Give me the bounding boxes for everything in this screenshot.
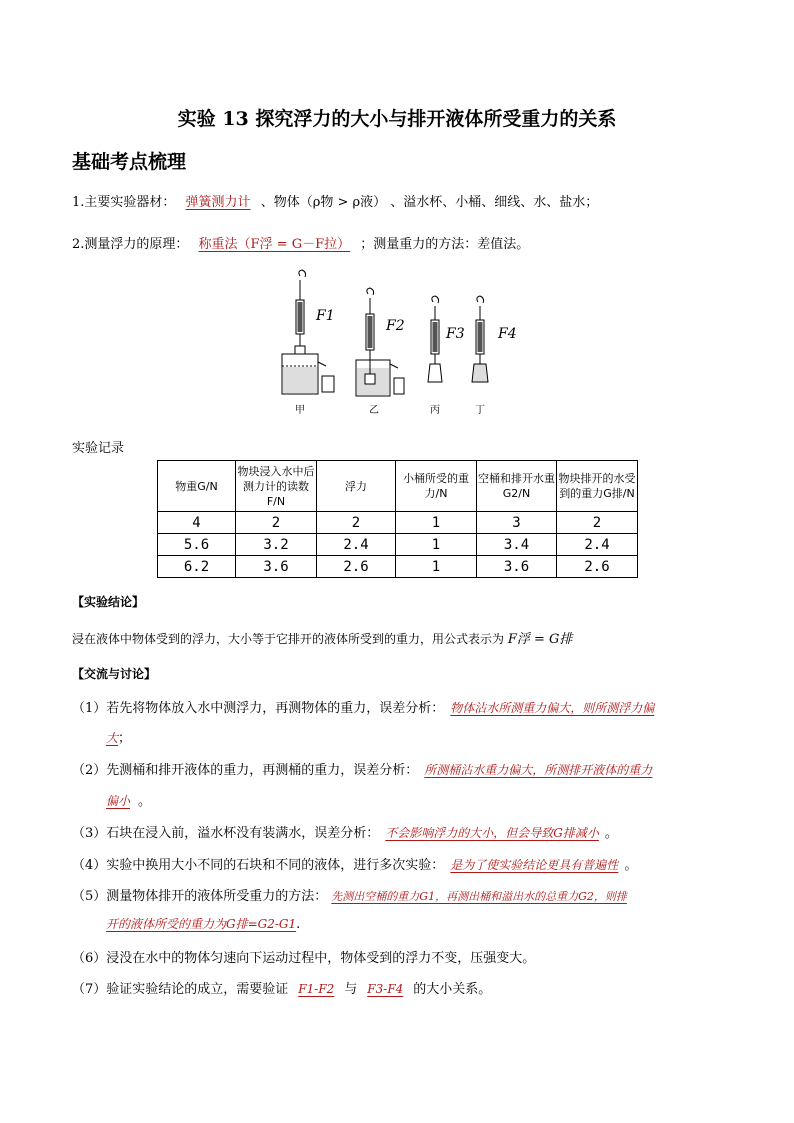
force-label-f2: F2 xyxy=(386,318,405,334)
table-row xyxy=(158,512,638,534)
item-tail: 的大小关系。 xyxy=(413,982,492,997)
item-tail: 。 xyxy=(138,794,152,809)
discussion-item-3 xyxy=(72,822,618,841)
table-cell: 2.4 xyxy=(317,534,396,556)
force-label-f1: F1 xyxy=(316,308,335,324)
setup-yi xyxy=(356,288,404,396)
principle-line xyxy=(72,233,529,252)
table-header: 物块排开的水受到的重力G排/N xyxy=(557,461,638,512)
discussion-item-2-cont xyxy=(106,790,151,809)
discussion-item-4 xyxy=(72,854,637,873)
principle-suffix: ；测量重力的方法：差值法。 xyxy=(360,237,530,252)
item-answer: 不会影响浮力的大小，但会导致G排减小 xyxy=(385,826,599,840)
item-text: 实验中换用大小不同的石块和不同的液体，进行多次实验： xyxy=(106,858,445,873)
item-tail: 。 xyxy=(604,826,618,841)
item-mid: 与 xyxy=(344,982,358,997)
table-row xyxy=(158,534,638,556)
item-number: （6） xyxy=(72,951,107,966)
item-answer-cont: 偏小 xyxy=(106,794,131,808)
item-answer: 物体沾水所测重力偏大，则所测浮力偏 xyxy=(450,701,655,715)
conclusion-heading: 【实验结论】 xyxy=(72,595,145,609)
item-tail: . xyxy=(296,917,301,932)
discussion-item-2 xyxy=(72,759,652,778)
item-number: （4） xyxy=(72,858,107,873)
setup-jia xyxy=(282,270,334,394)
table-cell: 3.2 xyxy=(236,534,317,556)
table-cell: 2.6 xyxy=(557,556,638,578)
table-cell: 2 xyxy=(557,512,638,534)
table-header: 物重G/N xyxy=(158,461,236,512)
conclusion-line xyxy=(72,628,572,647)
item-answer: 先测出空桶的重力G1，再测出桶和溢出水的总重力G2，则排 xyxy=(331,890,627,903)
item-text: 先测桶和排开液体的重力，再测桶的重力，误差分析： xyxy=(106,763,419,778)
item-number: （7） xyxy=(72,982,107,997)
item-number: （1） xyxy=(72,701,107,716)
experiment-figure xyxy=(270,268,530,418)
table-header: 物块浸入水中后测力计的读数F/N xyxy=(236,461,317,512)
discussion-item-6 xyxy=(72,947,535,966)
caption-bing: 丙 xyxy=(430,405,440,416)
table-header: 浮力 xyxy=(317,461,396,512)
principle-answer: 称重法（F浮 = G－F拉） xyxy=(198,237,351,252)
table-cell: 1 xyxy=(396,556,477,578)
table-cell: 2 xyxy=(317,512,396,534)
table-header-row xyxy=(158,461,638,512)
item-tail: ； xyxy=(118,731,132,746)
table-cell: 2.4 xyxy=(557,534,638,556)
record-table xyxy=(157,460,638,578)
discussion-heading: 【交流与讨论】 xyxy=(72,667,157,681)
conclusion-text: 浸在液体中物体受到的浮力，大小等于它排开的液体所受到的重力，用公式表示为 xyxy=(72,632,505,646)
force-label-f3: F3 xyxy=(446,326,465,342)
table-cell: 3.6 xyxy=(236,556,317,578)
conclusion-formula: F浮 = G排 xyxy=(507,632,573,647)
record-heading: 实验记录 xyxy=(72,441,125,456)
item-number: （5） xyxy=(72,889,107,904)
table-cell: 2.6 xyxy=(317,556,396,578)
table-header: 空桶和排开水重G2/N xyxy=(477,461,557,512)
item-answer: 是为了使实验结论更具有普遍性 xyxy=(450,858,619,872)
discussion-item-1 xyxy=(72,697,654,716)
table-cell: 3.6 xyxy=(477,556,557,578)
table-cell: 1 xyxy=(396,534,477,556)
equipment-line xyxy=(72,191,598,210)
discussion-item-5 xyxy=(72,885,627,904)
caption-jia: 甲 xyxy=(295,405,305,416)
table-header: 小桶所受的重力/N xyxy=(396,461,477,512)
table-cell: 5.6 xyxy=(158,534,236,556)
equipment-answer: 弹簧测力计 xyxy=(185,195,251,210)
discussion-item-7 xyxy=(72,978,491,997)
table-cell: 4 xyxy=(158,512,236,534)
table-cell: 6.2 xyxy=(158,556,236,578)
item-text: 若先将物体放入水中测浮力，再测物体的重力，误差分析： xyxy=(106,701,445,716)
setup-ding xyxy=(472,296,488,382)
discussion-item-5-cont xyxy=(106,915,300,932)
item-text: 验证实验结论的成立，需要验证 xyxy=(106,982,289,997)
table-cell: 1 xyxy=(396,512,477,534)
item-text: 浸没在水中的物体匀速向下运动过程中，物体受到的浮力不变，压强变大。 xyxy=(106,951,536,966)
item-text: 测量物体排开的液体所受重力的方法： xyxy=(106,889,328,904)
item-answer-2: F3-F4 xyxy=(367,982,404,996)
caption-yi: 乙 xyxy=(369,405,379,416)
item-answer-cont: 开的液体所受的重力为G排=G2-G1 xyxy=(106,917,297,931)
item-text: 石块在浸入前，溢水杯没有装满水，误差分析： xyxy=(106,826,380,841)
item-number: （2） xyxy=(72,763,107,778)
equipment-suffix: 、溢水杯、小桶、细线、水、盐水； xyxy=(390,195,599,210)
table-cell: 2 xyxy=(236,512,317,534)
equipment-mid: 、物体（ρ物 > ρ液） xyxy=(260,195,387,210)
table-cell: 3.4 xyxy=(477,534,557,556)
page-title: 实验 13 探究浮力的大小与排开液体所受重力的关系 xyxy=(177,108,617,130)
item-answer-cont: 大 xyxy=(106,731,119,745)
caption-ding: 丁 xyxy=(475,405,485,416)
table-cell: 3 xyxy=(477,512,557,534)
equipment-prefix: 1.主要实验器材： xyxy=(72,195,176,210)
item-answer: F1-F2 xyxy=(298,982,335,996)
setup-bing xyxy=(428,296,442,382)
discussion-item-1-cont xyxy=(106,727,131,746)
item-number: （3） xyxy=(72,826,107,841)
principle-prefix: 2.测量浮力的原理： xyxy=(72,237,189,252)
table-row xyxy=(158,556,638,578)
item-tail: 。 xyxy=(624,858,638,873)
section-heading: 基础考点梳理 xyxy=(72,151,187,173)
item-answer: 所测桶沾水重力偏大，所测排开液体的重力 xyxy=(424,763,653,777)
force-label-f4: F4 xyxy=(498,326,517,342)
